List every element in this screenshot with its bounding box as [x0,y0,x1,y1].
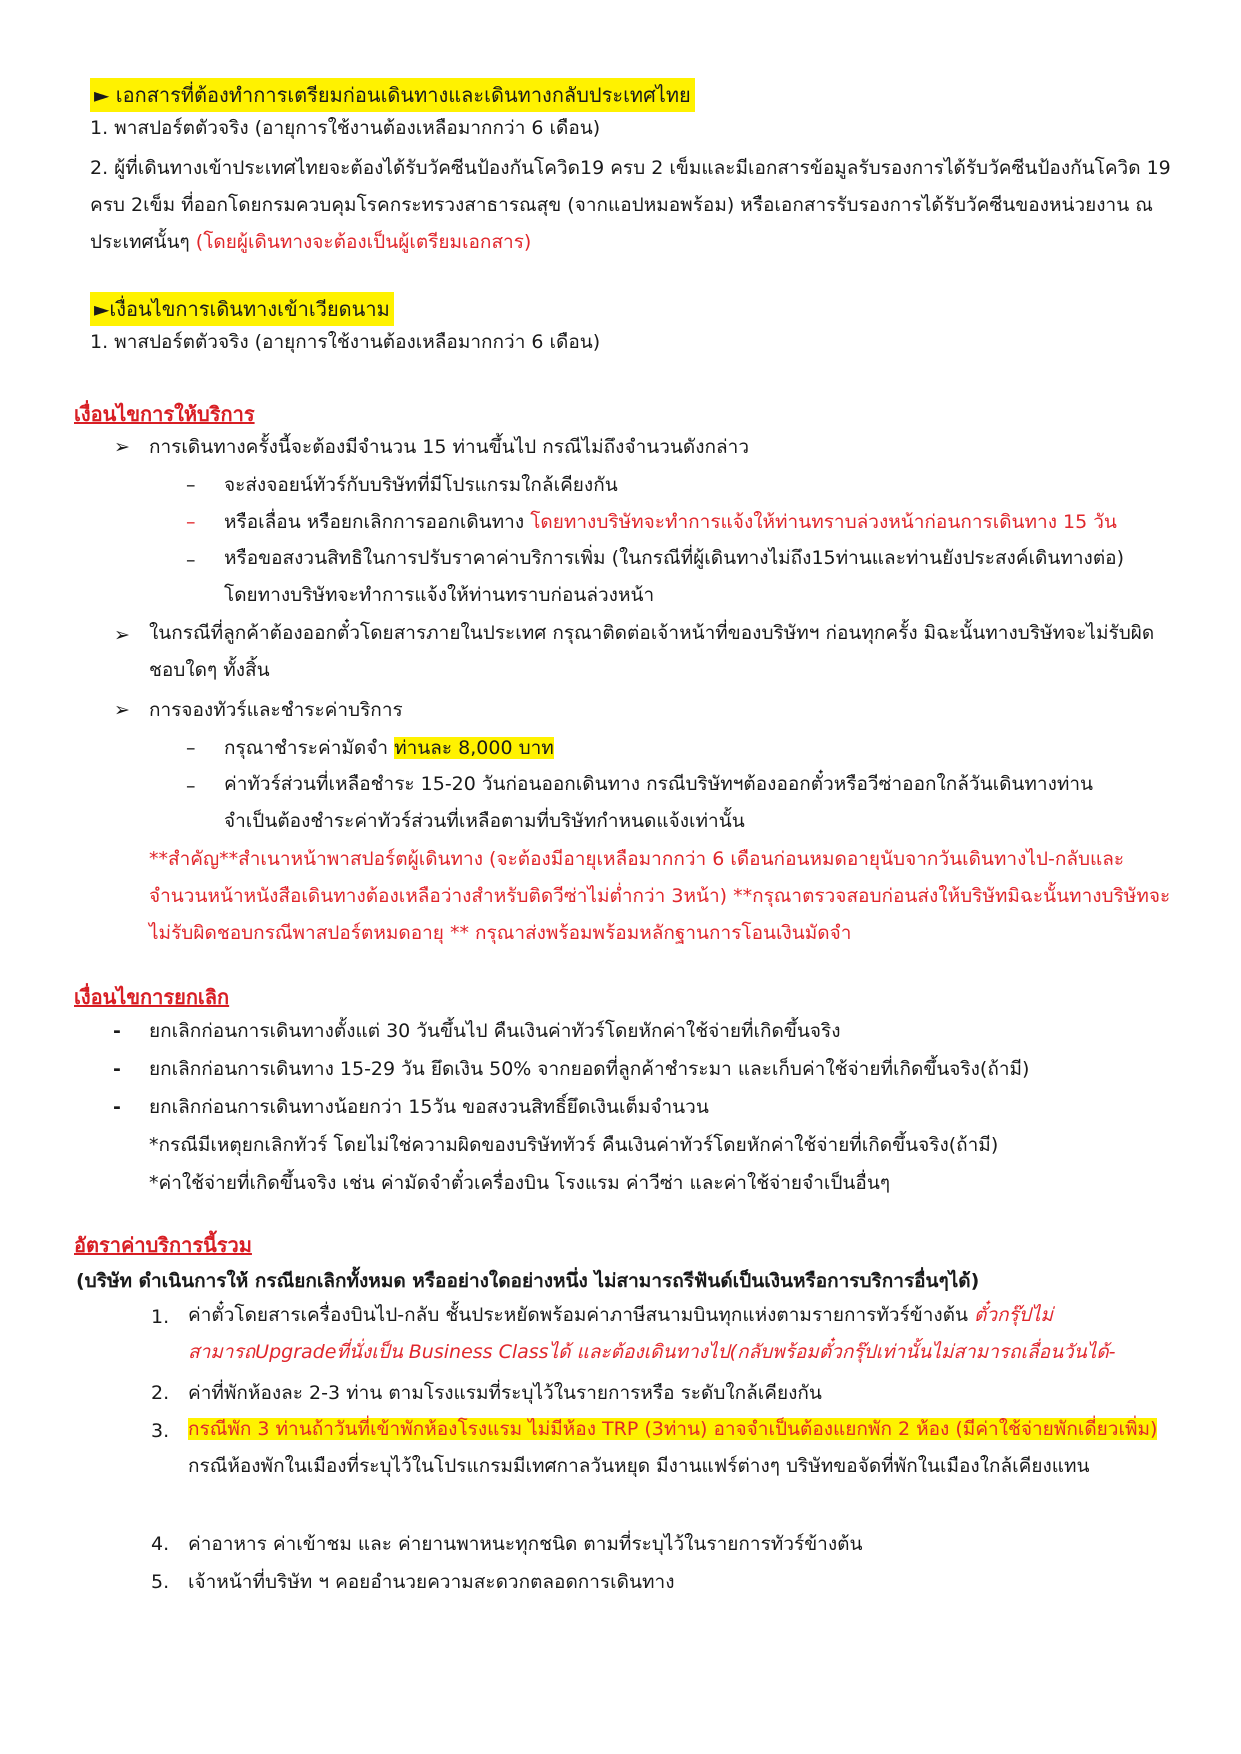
deposit-text: กรุณาชำระค่ามัดจำ [224,737,389,759]
rates-num-2: 2. [151,1382,170,1404]
hyphen-bullet-icon: - [113,1020,121,1042]
vietnam-heading: ►เงื่อนไขการเดินทางเข้าเวียดนาม [90,292,394,326]
deposit-line [224,737,554,760]
service-sub-2 [224,511,1117,534]
cancel-item-2: ยกเลิกก่อนการเดินทาง 15-29 วัน ยึดเงิน 50% จากยอดที่ลูกค้าชำระมา และเก็บค่าใช้จ่ายที่เกิดขึ้นจริง(ถ้ามี) [149,1058,1030,1080]
documents-item-2 [90,150,1175,261]
cancel-heading: เงื่อนไขการยกเลิก [74,985,230,1009]
service-heading: เงื่อนไขการให้บริการ [74,402,255,426]
service-sub-1: จะส่งจอยน์ทัวร์กับบริษัทที่มีโปรแกรมใกล้เคียงกัน [224,474,618,496]
rates-item-3 [188,1411,1163,1485]
vietnam-item-1: 1. พาสปอร์ตตัวจริง (อายุการใช้งานต้องเหลือมากกว่า 6 เดือน) [90,331,601,353]
arrow-bullet-icon: ➢ [114,624,130,646]
service-sub-3: หรือขอสงวนสิทธิในการปรับราคาค่าบริการเพิ่ม (ในกรณีที่ผู้เดินทางไม่ถึง15ท่านและท่านยังประสงค์เดินทางต่อ) โดยทางบริษัทจะทำการแจ้งให้ท่านทราบก่อนล่วงหน้า [224,547,1124,606]
dash-bullet-icon: – [186,511,196,533]
deposit-amount: ท่านละ 8,000 บาท [394,737,554,759]
rates-note: (บริษัท ดำเนินการให้ กรณียกเลิกทั้งหมด หรืออย่างใดอย่างหนึ่ง ไม่สามารถรีฟันด์เป็นเงินหรือการบริการอื่นๆได้) [76,1270,980,1292]
rates-num-4: 4. [151,1533,170,1555]
rates-item-1-red: ตั๋วกรุ๊ปไม่สามารถUpgradeที่นั่งเป็น Business Classได้ และต้องเดินทางไป(กลับพร้อมตั๋วกรุ๊ปเท่านั้นไม่สามารถเลื่อนวันได้- [188,1304,1116,1363]
rates-num-3: 3. [151,1420,170,1442]
service-bullet-2: ในกรณีที่ลูกค้าต้องออกตั๋วโดยสารภายในประเทศ กรุณาติดต่อเจ้าหน้าที่ของบริษัทฯ ก่อนทุกครั้ง มิฉะนั้นทางบริษัทจะไม่รับผิดชอบใดๆ ทั้งสิ้น [149,622,1155,681]
dash-bullet-icon: – [186,737,196,759]
cancel-item-3: ยกเลิกก่อนการเดินทางน้อยกว่า 15วัน ขอสงวนสิทธิ์ยึดเงินเต็มจำนวน [149,1096,709,1118]
arrow-bullet-icon: ➢ [114,699,130,721]
dash-bullet-icon: – [186,775,196,797]
cancel-note-1: *กรณีมีเหตุยกเลิกทัวร์ โดยไม่ใช่ความผิดของบริษัททัวร์ คืนเงินค่าทัวร์โดยหักค่าใช้จ่ายที่เกิดขึ้นจริง(ถ้ามี) [149,1134,999,1156]
rates-item-2: ค่าที่พักห้องละ 2-3 ท่าน ตามโรงแรมที่ระบุไว้ในรายการหรือ ระดับใกล้เคียงกัน [188,1382,822,1404]
service-bullet-3: การจองทัวร์และชำระค่าบริการ [149,699,403,721]
cancel-item-1: ยกเลิกก่อนการเดินทางตั้งแต่ 30 วันขึ้นไป คืนเงินค่าทัวร์โดยหักค่าใช้จ่ายที่เกิดขึ้นจริง [149,1020,841,1042]
balance-payment: ค่าทัวร์ส่วนที่เหลือชำระ 15-20 วันก่อนออกเดินทาง กรณีบริษัทฯต้องออกตั๋วหรือวีซ่าออกใกล้วันเดินทางท่านจำเป็นต้องชำระค่าทัวร์ส่วนที่เหลือตามที่บริษัทกำหนดแจ้งเท่านั้น [224,773,1094,832]
rates-item-3-highlight: กรณีพัก 3 ท่านถ้าวันที่เข้าพักห้องโรงแรม ไม่มีห้อง TRP (3ท่าน) อาจจำเป็นต้องแยกพัก 2 ห้อง (มีค่าใช้จ่ายพักเดี่ยวเพิ่ม) [188,1418,1158,1440]
rates-item-1 [188,1297,1163,1371]
important-note: **สำคัญ**สำเนาหน้าพาสปอร์ตผู้เดินทาง (จะต้องมีอายุเหลือมากกว่า 6 เดือนก่อนหมดอายุนับจากวันเดินทางไป-กลับและจำนวนหน้าหนังสือเดินทางต้องเหลือว่างสำหรับติดวีซ่าไม่ต่ำกว่า 3หน้า) **กรุณาตรวจสอบก่อนส่งให้บริษัทมิฉะนั้นทางบริษัทจะไม่รับผิดชอบกรณีพาสปอร์ตหมดอายุ ** กรุณาส่งพร้อมพร้อมหลักฐานการโอนเงินมัดจำ [149,848,1171,944]
hyphen-bullet-icon: - [113,1058,121,1080]
documents-item-2-red: (โดยผู้เดินทางจะต้องเป็นผู้เตรียมเอกสาร) [195,231,532,253]
rates-item-5: เจ้าหน้าที่บริษัท ฯ คอยอำนวยความสะดวกตลอดการเดินทาง [188,1571,675,1593]
rates-num-5: 5. [151,1571,170,1593]
hyphen-bullet-icon: - [113,1096,121,1118]
documents-heading: ► เอกสารที่ต้องทำการเตรียมก่อนเดินทางและเดินทางกลับประเทศไทย [90,78,695,112]
cancel-note-2: *ค่าใช้จ่ายที่เกิดขึ้นจริง เช่น ค่ามัดจำตั๋วเครื่องบิน โรงแรม ค่าวีซ่า และค่าใช้จ่ายจำเป็นอื่นๆ [149,1172,891,1194]
arrow-bullet-icon: ➢ [114,436,130,458]
service-sub-2-text: หรือเลื่อน หรือยกเลิกการออกเดินทาง [224,511,525,533]
documents-item-2-text: 2. ผู้ที่เดินทางเข้าประเทศไทยจะต้องได้รับวัคซีนป้องกันโควิด19 ครบ 2 เข็มและมีเอกสารข้อมูลรับรองการได้รับวัคซีนป้องกันโควิด 19 ครบ 2เข็ม ที่ออกโดยกรมควบคุมโรคกระทรวงสาธารณสุข (จากแอปหมอพร้อม) หรือเอกสารรับรองการได้รับวัคซีนของหน่วยงาน ณ ประเทศนั้นๆ [90,157,1171,253]
dash-bullet-icon: – [186,474,196,496]
rates-heading: อัตราค่าบริการนี้รวม [74,1233,252,1257]
service-sub-2-red: โดยทางบริษัทจะทำการแจ้งให้ท่านทราบล่วงหน้าก่อนการเดินทาง 15 วัน [530,511,1117,533]
service-bullet-1: การเดินทางครั้งนี้จะต้องมีจำนวน 15 ท่านขึ้นไป กรณีไม่ถึงจำนวนดังกล่าว [149,436,750,458]
documents-item-1: 1. พาสปอร์ตตัวจริง (อายุการใช้งานต้องเหลือมากกว่า 6 เดือน) [90,117,601,139]
rates-item-3-text: กรณีห้องพักในเมืองที่ระบุไว้ในโปรแกรมมีเทศกาลวันหยุด มีงานแฟร์ต่างๆ บริษัทขอจัดที่พักในเมืองใกล้เคียงแทน [188,1455,1090,1477]
rates-num-1: 1. [151,1306,170,1328]
dash-bullet-icon: – [186,549,196,571]
rates-item-4: ค่าอาหาร ค่าเข้าชม และ ค่ายานพาหนะทุกชนิด ตามที่ระบุไว้ในรายการทัวร์ข้างต้น [188,1533,863,1555]
rates-item-1-text: ค่าตั๋วโดยสารเครื่องบินไป-กลับ ชั้นประหยัดพร้อมค่าภาษีสนามบินทุกแห่งตามรายการทัวร์ข้างต้น [188,1304,968,1326]
